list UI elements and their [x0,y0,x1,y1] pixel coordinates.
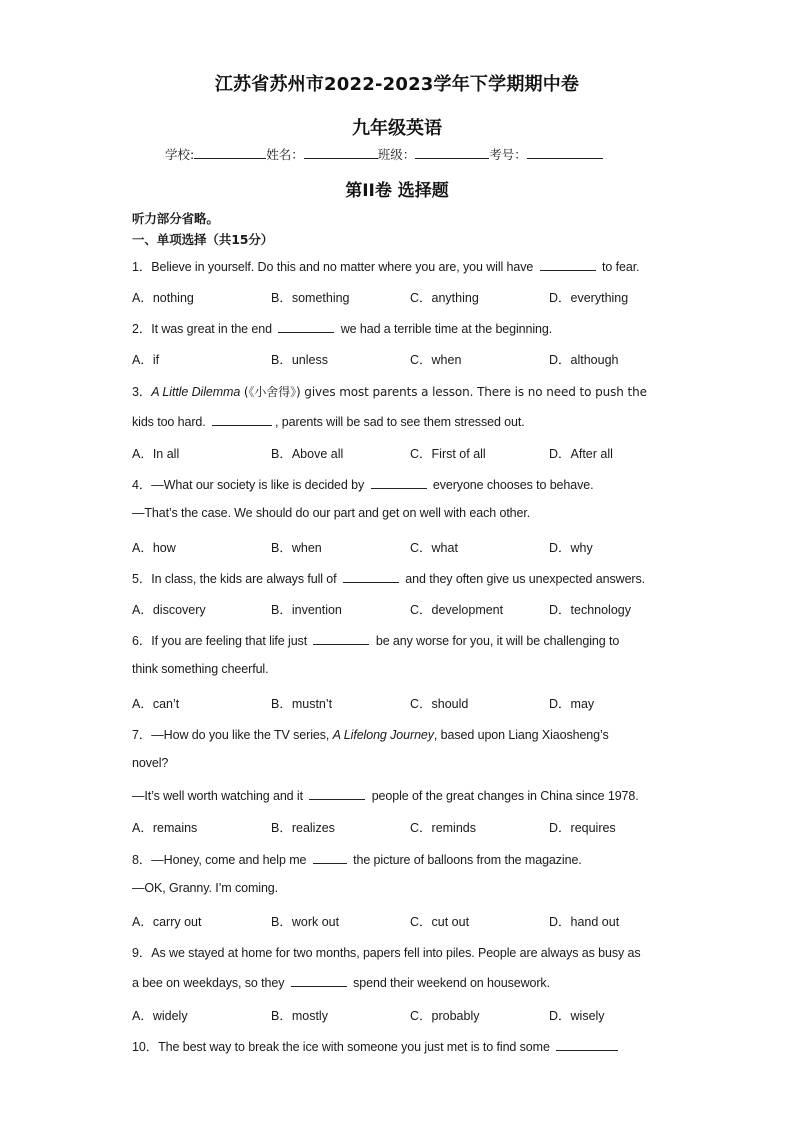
question-8: 8．—Honey, come and help me the picture of balloons from the magazine. [132,853,582,867]
movie-title: A Little Dilemma [151,385,241,399]
option-b[interactable]: B．when [271,541,322,555]
question-2: 2．It was great in the end we had a terrible time at the beginning. [132,322,553,336]
option-c[interactable]: C．should [410,697,469,711]
option-d[interactable]: D．After all [549,447,613,461]
part1-heading: 一、单项选择（共15分） [132,232,274,247]
option-c[interactable]: C．First of all [410,447,486,461]
question-1: 1．Believe in yourself. Do this and no matter where you are, you will have to fear. [132,260,640,274]
option-a[interactable]: A．discovery [132,603,206,617]
option-b[interactable]: B．Above all [271,447,344,461]
question-6: 6．If you are feeling that life just be any worse for you, it will be challenging to [132,634,620,648]
tv-series-title: A Lifelong Journey [332,728,434,742]
listening-note: 听力部分省略。 [132,211,219,226]
question-7: 7．—How do you like the TV series, A Lifelong Journey, based upon Liang Xiaosheng’s [132,728,609,742]
section-title: 第II卷 选择题 [345,181,449,201]
name-blank [304,146,378,159]
question-10: 10．The best way to break the ice with someone you just met is to find some [132,1037,621,1055]
option-a[interactable]: A．In all [132,447,180,461]
class-blank [415,146,489,159]
option-a[interactable]: A．can’t [132,697,180,711]
option-a[interactable]: A．nothing [132,291,194,305]
answer-blank [343,570,399,583]
question-3: 3．A Little Dilemma (《小舍得》) gives most parents a lesson. There is no need to push the [132,385,647,399]
question-7-line-3: —It’s well worth watching and it people of the great changes in China since 1978. [132,789,639,803]
question-8-line-2: —OK, Granny. I’m coming. [132,881,279,895]
answer-blank [278,320,334,333]
answer-blank [212,413,272,426]
option-d[interactable]: D．everything [549,291,629,305]
question-3-line-2: kids too hard. , parents will be sad to see them stressed out. [132,415,525,429]
option-c[interactable]: C．what [410,541,458,555]
option-d[interactable]: D．hand out [549,915,620,929]
option-c[interactable]: C．reminds [410,821,476,835]
option-b[interactable]: B．mostly [271,1009,328,1023]
option-d[interactable]: D．although [549,353,619,367]
question-4: 4．—What our society is like is decided by everyone chooses to behave. [132,478,594,492]
school-blank [194,146,266,159]
option-c[interactable]: C．development [410,603,504,617]
answer-blank [291,974,347,987]
exam-title: 江苏省苏州市2022-2023学年下学期期中卷 [214,74,580,95]
option-c[interactable]: C．anything [410,291,479,305]
answer-blank [309,787,365,800]
question-6-line-2: think something cheerful. [132,662,269,676]
option-c[interactable]: C．probably [410,1009,480,1023]
answer-blank [540,258,596,271]
exam-subtitle: 九年级英语 [352,118,442,139]
question-9: 9．As we stayed at home for two months, papers fell into piles. People are always as busy as [132,946,641,960]
option-d[interactable]: D．technology [549,603,631,617]
question-4-line-2: —That’s the case. We should do our part and get on well with each other. [132,506,531,520]
answer-blank [313,851,347,864]
option-c[interactable]: C．cut out [410,915,470,929]
option-b[interactable]: B．mustn’t [271,697,333,711]
option-a[interactable]: A．if [132,353,160,367]
option-a[interactable]: A．how [132,541,176,555]
name-label: 姓名： [266,147,304,162]
option-b[interactable]: B．invention [271,603,342,617]
option-b[interactable]: B．realizes [271,821,335,835]
answer-blank [371,476,427,489]
answer-blank [556,1038,618,1051]
question-7-line-2: novel? [132,756,169,770]
option-a[interactable]: A．carry out [132,915,202,929]
option-c[interactable]: C．when [410,353,462,367]
question-5: 5．In class, the kids are always full of and they often give us unexpected answers. [132,572,646,586]
exam-no-blank [527,146,603,159]
answer-blank [313,632,369,645]
option-a[interactable]: A．widely [132,1009,188,1023]
option-b[interactable]: B．unless [271,353,328,367]
exam-no-label: 考号： [489,147,527,162]
option-d[interactable]: D．may [549,697,595,711]
option-d[interactable]: D．wisely [549,1009,605,1023]
class-label: 班级： [377,147,416,162]
school-label: 学校: [165,147,195,162]
option-b[interactable]: B．something [271,291,350,305]
option-b[interactable]: B．work out [271,915,340,929]
question-9-line-2: a bee on weekdays, so they spend their weekend on housework. [132,976,550,990]
option-d[interactable]: D．why [549,541,593,555]
option-d[interactable]: D．requires [549,821,616,835]
option-a[interactable]: A．remains [132,821,198,835]
student-info-row [165,145,603,163]
